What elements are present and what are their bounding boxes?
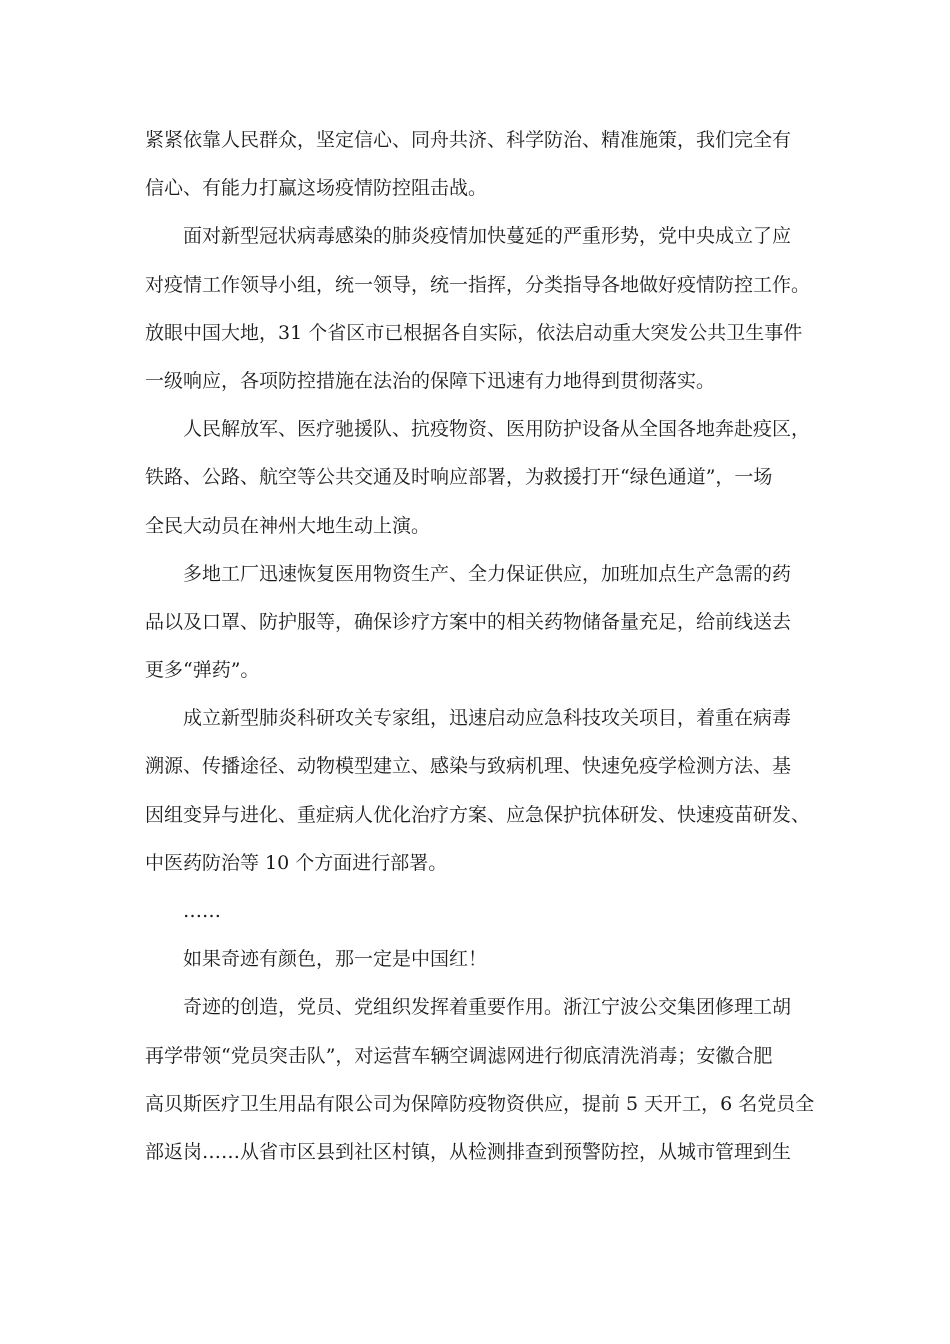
text-line: 一级响应，各项防控措施在法治的保障下迅速有力地得到贯彻落实。 [145,369,716,392]
text-line: 面对新型冠状病毒感染的肺炎疫情加快蔓延的严重形势，党中央成立了应 [183,225,792,248]
text-line: 品以及口罩、防护服等，确保诊疗方案中的相关药物储备量充足，给前线送去 [145,610,792,633]
text-line: 部返岗……从省市区县到社区村镇，从检测排查到预警防控，从城市管理到生 [145,1140,792,1163]
text-line: 多地工厂迅速恢复医用物资生产、全力保证供应，加班加点生产急需的药 [183,562,792,585]
text-line: …… [183,900,221,922]
text-line: 溯源、传播途径、动物模型建立、感染与致病机理、快速免疫学检测方法、基 [145,755,792,778]
text-line: 再学带领“党员突击队”，对运营车辆空调滤网进行彻底清洗消毒；安徽合肥 [145,1044,773,1067]
text-line: 紧紧依靠人民群众，坚定信心、同舟共济、科学防治、精准施策，我们完全有 [145,129,792,151]
text-line: 因组变异与进化、重症病人优化治疗方案、应急保护抗体研发、快速疫苗研发、 [145,803,811,826]
text-line: 全民大动员在神州大地生动上演。 [145,514,431,537]
text-line: 如果奇迹有颜色，那一定是中国红！ [183,948,488,971]
text-line: 铁路、公路、航空等公共交通及时响应部署，为救援打开“绿色通道”，一场 [145,466,773,489]
text-line: 中医药防治等 10 个方面进行部署。 [145,851,448,874]
text-line: 信心、有能力打赢这场疫情防控阻击战。 [145,177,488,200]
text-line: 成立新型肺炎科研攻关专家组，迅速启动应急科技攻关项目，着重在病毒 [183,707,792,730]
text-line: 放眼中国大地，31 个省区市已根据各自实际，依法启动重大突发公共卫生事件 [145,321,803,344]
text-line: 对疫情工作领导小组，统一领导，统一指挥，分类指导各地做好疫情防控工作。 [145,273,811,296]
document-body [145,116,815,1176]
text-line: 更多“弹药”。 [145,659,260,682]
text-line: 人民解放军、医疗驰援队、抗疫物资、医用防护设备从全国各地奔赴疫区， [183,418,811,441]
text-line: 高贝斯医疗卫生用品有限公司为保障防疫物资供应，提前 5 天开工，6 名党员全 [145,1092,815,1115]
text-line: 奇迹的创造，党员、党组织发挥着重要作用。浙江宁波公交集团修理工胡 [183,996,792,1019]
